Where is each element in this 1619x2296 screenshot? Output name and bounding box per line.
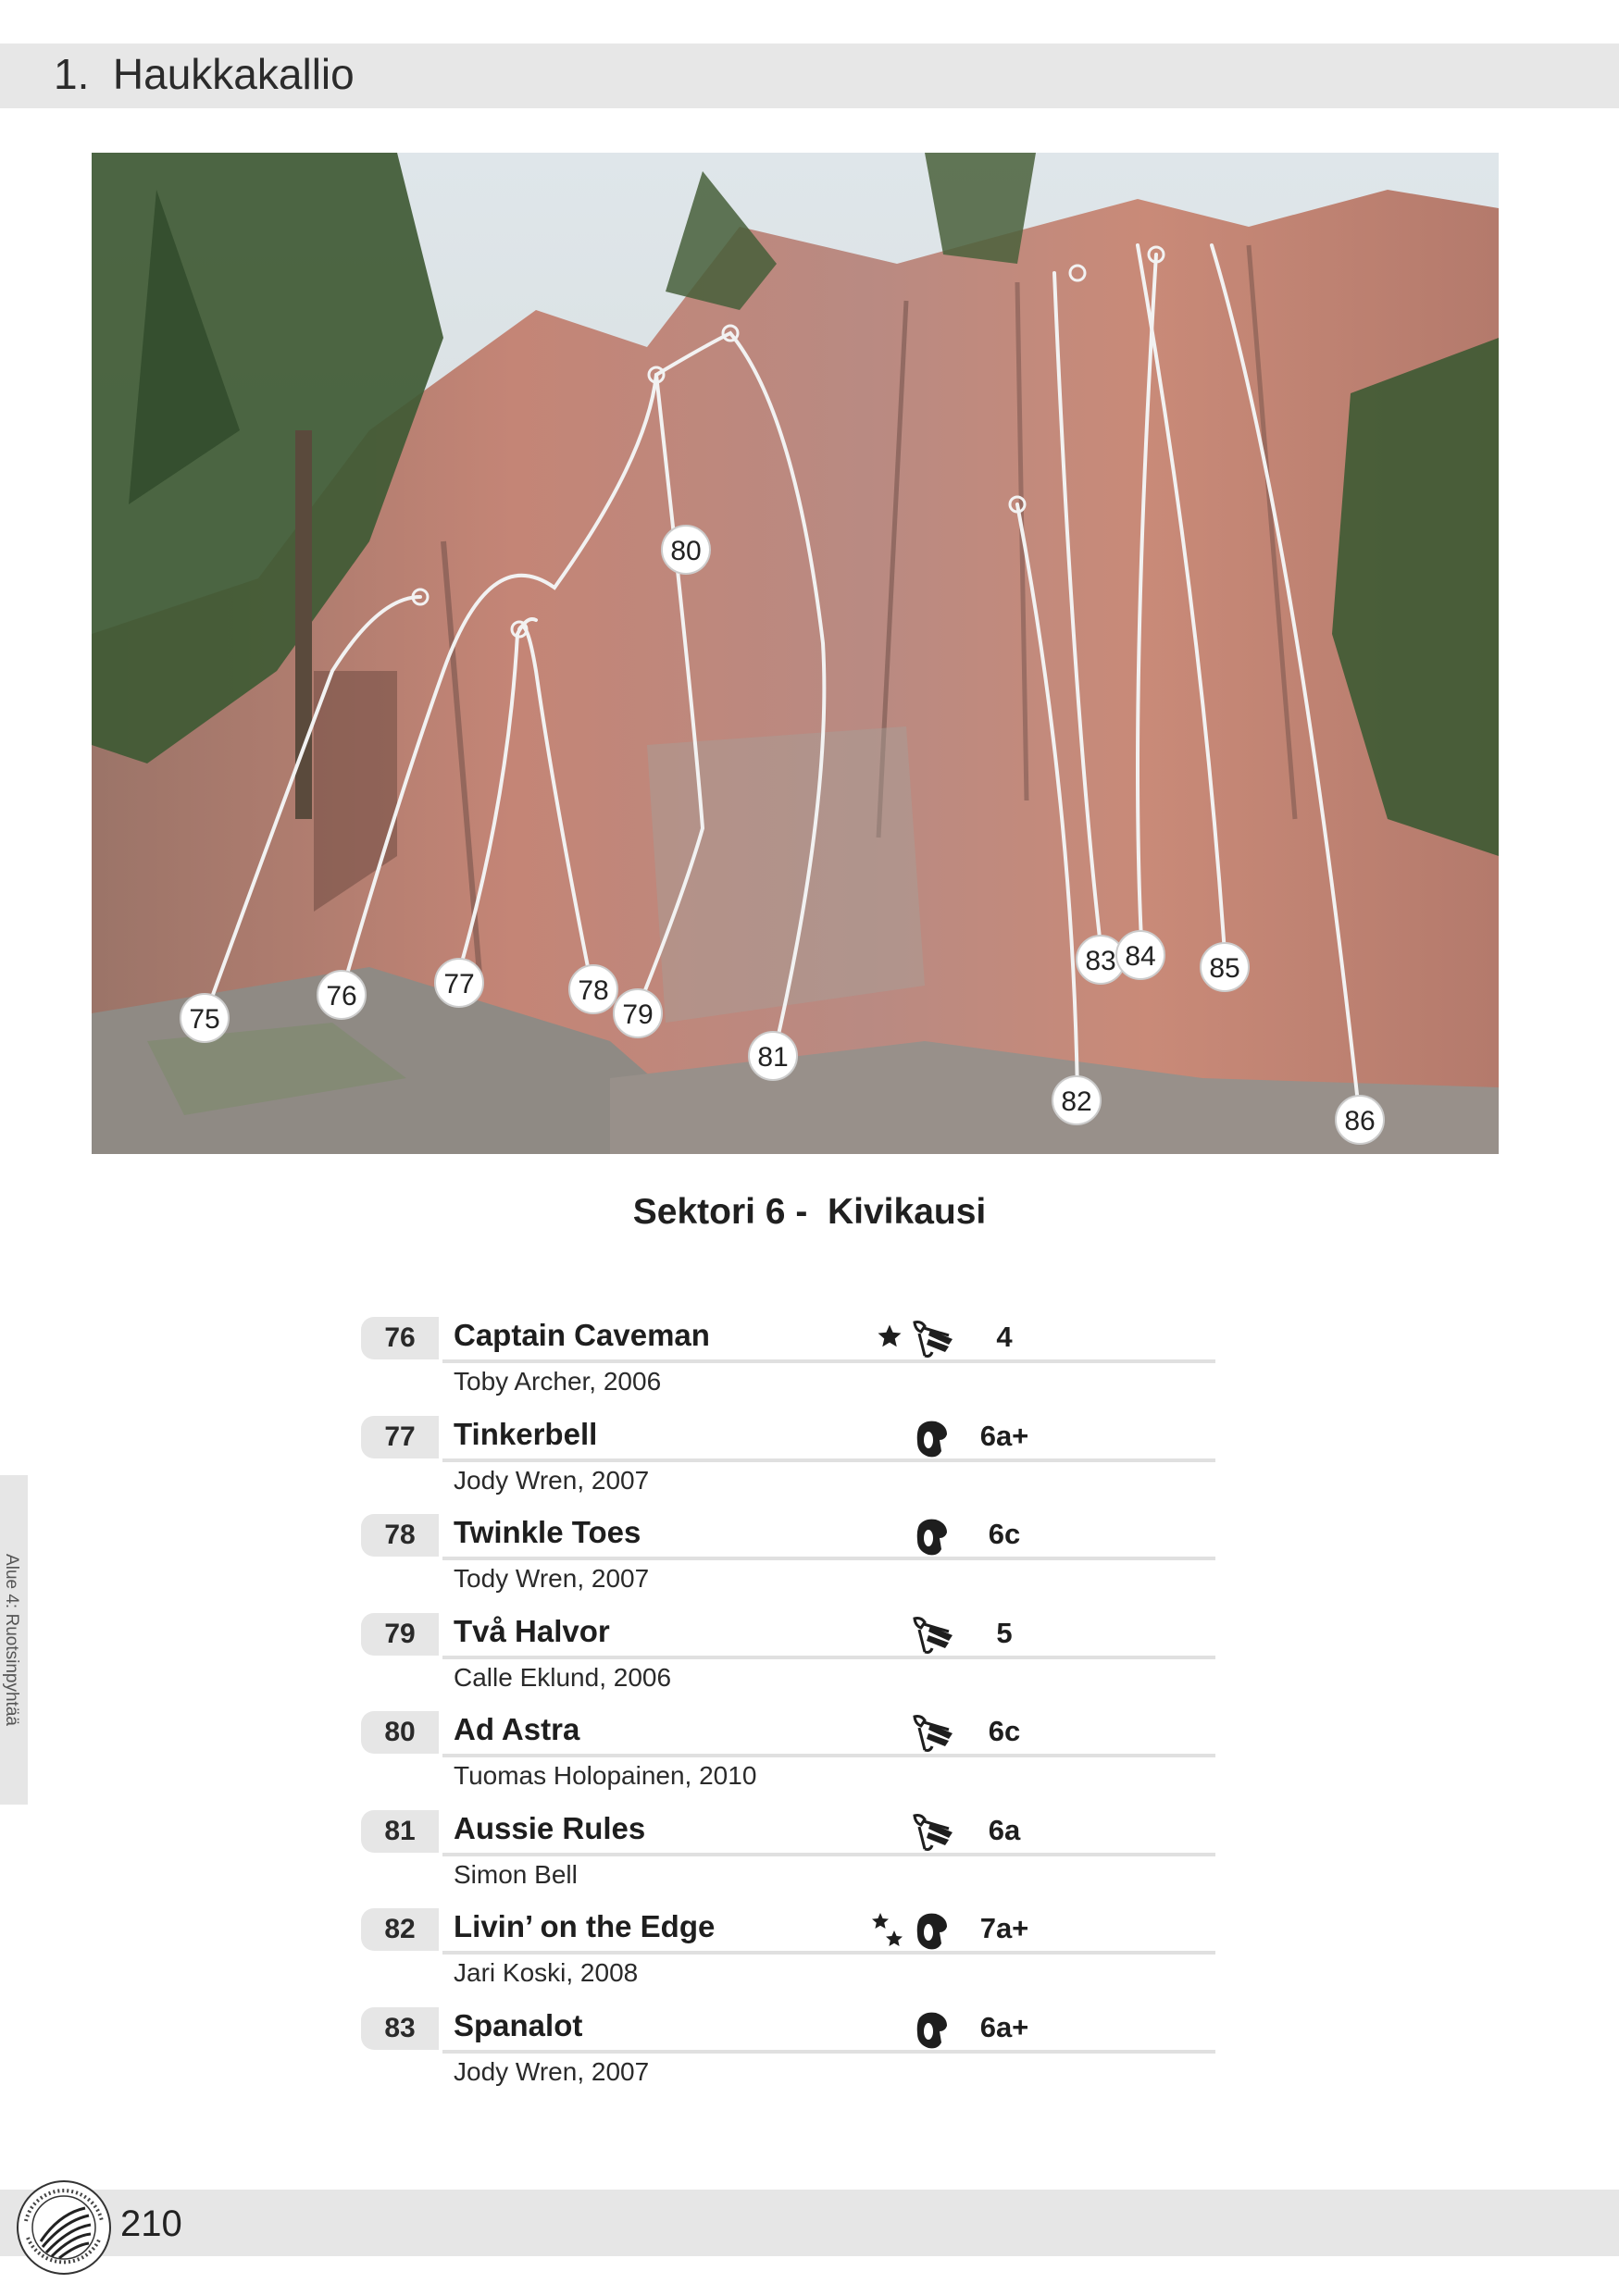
topo-label-76 xyxy=(318,971,366,1019)
route-name: Twinkle Toes xyxy=(454,1515,641,1549)
route-row xyxy=(361,1606,1208,1705)
route-grade: 4 xyxy=(996,1321,1013,1353)
svg-text:86: 86 xyxy=(1344,1106,1376,1136)
route-name: Spanalot xyxy=(454,2007,583,2042)
topo-label-82 xyxy=(1052,1076,1101,1124)
association-logo xyxy=(13,2177,115,2278)
route-author: Tody Wren, 2007 xyxy=(454,1564,650,1593)
quickdraw-icon xyxy=(912,1713,954,1754)
quickdraw-icon xyxy=(912,1319,954,1359)
route-author: Calle Eklund, 2006 xyxy=(454,1662,672,1692)
route-number: 81 xyxy=(361,1810,439,1853)
route-number: 77 xyxy=(361,1416,439,1458)
page-title: 1. Haukkakallio xyxy=(54,50,355,98)
nut-icon xyxy=(912,1910,954,1951)
topo-label-78 xyxy=(569,965,617,1013)
route-author: Jari Koski, 2008 xyxy=(454,1958,639,1987)
route-row xyxy=(361,2000,1208,2099)
route-number: 82 xyxy=(361,1908,439,1951)
svg-text:82: 82 xyxy=(1061,1086,1092,1117)
quickdraw-icon xyxy=(912,1812,954,1853)
route-name: Captain Caveman xyxy=(454,1318,710,1352)
route-author: Jody Wren, 2007 xyxy=(454,1465,650,1495)
two-stars-icon xyxy=(870,1912,905,1953)
route-number: 78 xyxy=(361,1514,439,1557)
route-grade: 5 xyxy=(996,1616,1013,1649)
svg-text:83: 83 xyxy=(1085,946,1116,976)
route-number: 76 xyxy=(361,1317,439,1359)
svg-text:75: 75 xyxy=(189,1004,220,1035)
route-author: Jody Wren, 2007 xyxy=(454,2056,650,2086)
route-grade: 6a xyxy=(988,1813,1021,1846)
route-author: Simon Bell xyxy=(454,1859,578,1889)
topo-photo xyxy=(92,153,1499,1154)
topo-label-86 xyxy=(1336,1096,1384,1144)
svg-text:84: 84 xyxy=(1125,941,1156,972)
svg-text:77: 77 xyxy=(443,969,475,999)
topo-label-81 xyxy=(749,1032,797,1080)
route-row xyxy=(361,1803,1208,1902)
nut-icon xyxy=(912,1418,954,1458)
topo-label-80 xyxy=(662,526,710,574)
route-number: 80 xyxy=(361,1711,439,1754)
topo-label-77 xyxy=(435,959,483,1007)
route-author: Tuomas Holopainen, 2010 xyxy=(454,1761,757,1790)
route-name: Ad Astra xyxy=(454,1712,580,1746)
topo-illustration xyxy=(92,153,1499,1154)
route-row xyxy=(361,1704,1208,1803)
route-name: Aussie Rules xyxy=(454,1810,646,1845)
route-grade: 6c xyxy=(988,1715,1021,1747)
svg-text:80: 80 xyxy=(670,536,702,566)
star-icon xyxy=(876,1322,903,1350)
topo-label-75 xyxy=(181,994,229,1042)
route-number: 83 xyxy=(361,2007,439,2050)
topo-label-84 xyxy=(1116,931,1164,979)
topo-label-85 xyxy=(1201,943,1249,991)
route-row xyxy=(361,1309,1208,1409)
route-row xyxy=(361,1507,1208,1606)
svg-text:78: 78 xyxy=(578,975,609,1006)
route-grade: 7a+ xyxy=(979,1912,1029,1944)
svg-text:79: 79 xyxy=(622,999,654,1030)
route-grade: 6a+ xyxy=(979,1419,1029,1452)
route-name: Tinkerbell xyxy=(454,1416,598,1451)
side-tab-label: Alue 4: Ruotsinpyhtää xyxy=(2,1554,21,1726)
route-grade: 6c xyxy=(988,1518,1021,1550)
route-author: Toby Archer, 2006 xyxy=(454,1367,662,1396)
route-row xyxy=(361,1901,1208,2000)
quickdraw-icon xyxy=(912,1615,954,1656)
route-row xyxy=(361,1409,1208,1508)
page-number: 210 xyxy=(120,2203,182,2244)
nut-icon xyxy=(912,2009,954,2050)
route-grade: 6a+ xyxy=(979,2010,1029,2043)
footer-bar xyxy=(0,2190,1619,2256)
nut-icon xyxy=(912,1516,954,1557)
route-name: Två Halvor xyxy=(454,1613,610,1648)
svg-text:81: 81 xyxy=(757,1042,789,1073)
sector-title: Sektori 6 - Kivikausi xyxy=(632,1192,987,1232)
topo-label-79 xyxy=(614,989,662,1037)
route-list xyxy=(361,1309,1208,2098)
svg-text:85: 85 xyxy=(1209,953,1240,984)
route-name: Livin’ on the Edge xyxy=(454,1909,716,1943)
route-number: 79 xyxy=(361,1613,439,1656)
svg-text:76: 76 xyxy=(326,981,357,1011)
